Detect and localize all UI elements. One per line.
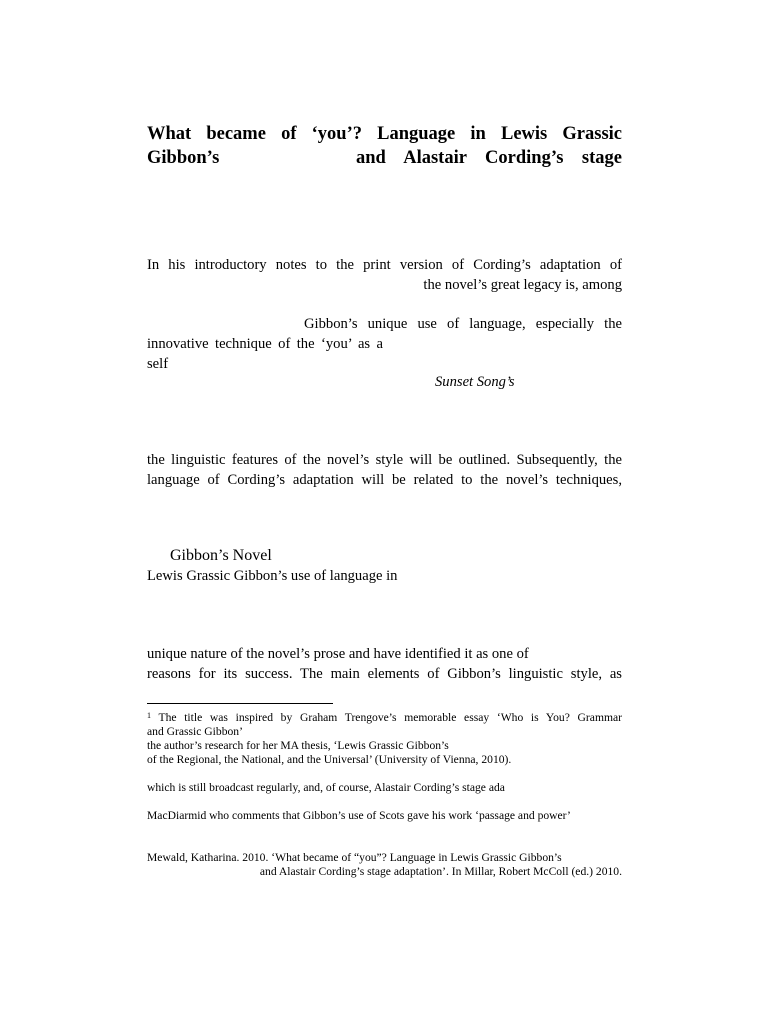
intro-line-3: Gibbon’s unique use of language, especially the [304, 316, 622, 332]
footnote-2: which is still broadcast regularly, and, of course, Alastair Cording’s stage ada [147, 781, 505, 794]
novel-title-italic: Sunset Song’s [435, 374, 515, 390]
footnote-1-line-4: of the Regional, the National, and the Universal’ (University of Vienna, 2010). [147, 753, 512, 766]
citation-line-2: and Alastair Cording’s stage adaptation’. In Millar, Robert McColl (ed.) 2010. [259, 865, 622, 878]
intro-line-2: the novel’s great legacy is, among [423, 277, 622, 293]
citation-line-1: Mewald, Katharina. 2010. ‘What became of “you”? Language in Lewis Grassic Gibbon’s [147, 851, 562, 864]
footnote-1-text: The title was inspired by Graham Trengove’s memorable essay ‘Who is You? Grammar [158, 711, 622, 724]
footnote-1-line-1 [147, 711, 622, 725]
footnote-1-line-2: and Grassic Gibbon’ [147, 725, 243, 738]
footnote-marker: 1 [147, 711, 151, 720]
footnote-1-line-3: the author’s research for her MA thesis, ‘Lewis Grassic Gibbon’s [147, 739, 449, 752]
para2-line-1: the linguistic features of the novel’s style will be outlined. Subsequently, the [147, 452, 622, 468]
section-line-1: Lewis Grassic Gibbon’s use of language in [147, 568, 398, 584]
section-heading: Gibbon’s Novel [170, 547, 272, 564]
footnote-separator [147, 703, 333, 704]
article-title-line-2-end: and Alastair Cording’s stage [356, 148, 622, 168]
para3-line-2: reasons for its success. The main elements of Gibbon’s linguistic style, as [147, 666, 622, 682]
intro-line-4: innovative technique of the ‘you’ as a self [147, 336, 383, 372]
intro-line-1: In his introductory notes to the print version of Cording’s adaptation of [147, 257, 622, 273]
article-title-line-1: What became of ‘you’? Language in Lewis Grassic [147, 124, 622, 144]
footnote-3: MacDiarmid who comments that Gibbon’s use of Scots gave his work ‘passage and power’ [147, 809, 571, 822]
article-title-line-2-start: Gibbon’s [147, 148, 220, 168]
para3-line-1: unique nature of the novel’s prose and have identified it as one of [147, 646, 529, 662]
para2-line-2: language of Cording’s adaptation will be related to the novel’s techniques, [147, 472, 622, 488]
